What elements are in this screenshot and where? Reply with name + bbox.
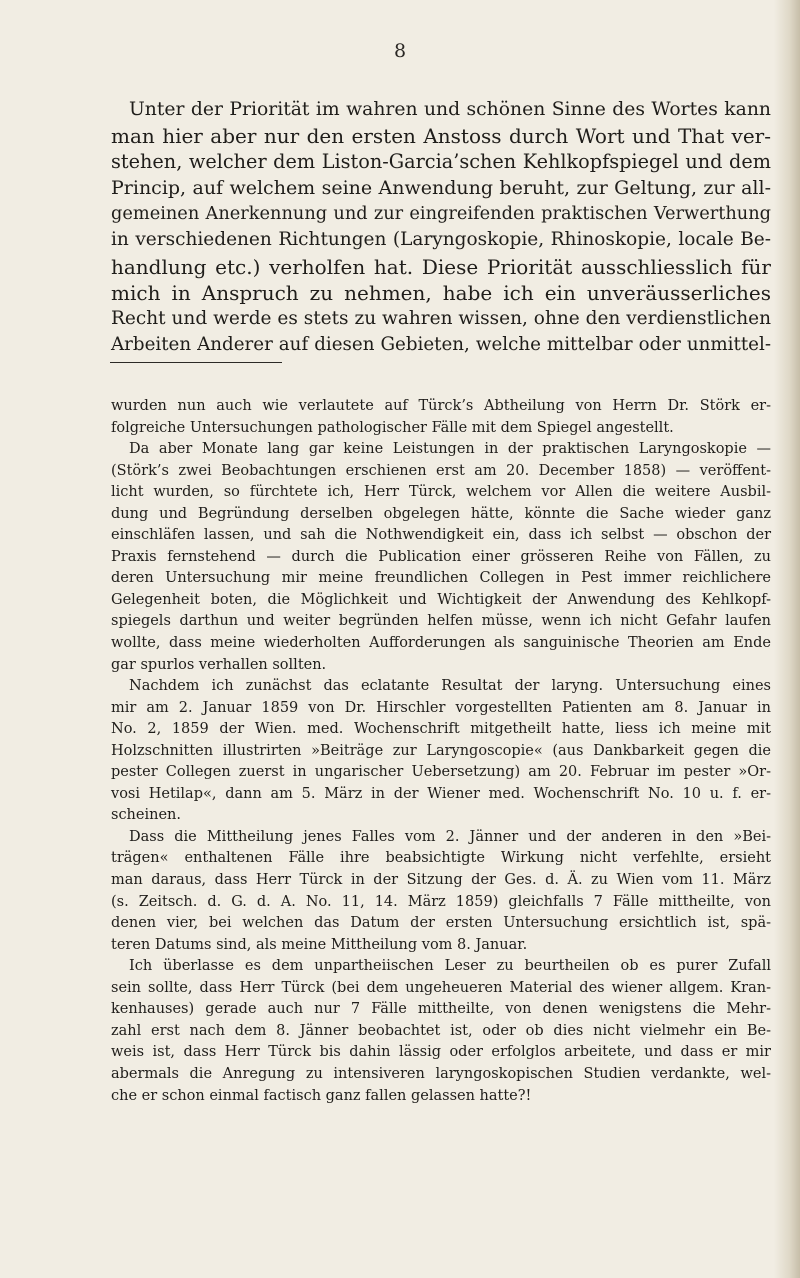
footnote [111,396,771,1107]
footnote-line: Gelegenheit boten, die Möglichkeit und Wichtigkeit der Anwendung des Kehlkopf- [111,591,771,608]
page-edge-shadow [774,0,800,1278]
footnote-line: abermals die Anregung zu intensiveren laryngoskopischen Studien verdankte, wel- [111,1065,771,1082]
main-line: Unter der Priorität im wahren und schönen Sinne des Wortes kann [129,99,771,120]
main-line: in verschiedenen Richtungen (Laryngoskopie, Rhinoskopie, locale Be- [111,229,771,251]
main-line: stehen, welcher dem Liston-Garcia’schen Kehlkopfspiegel und dem [111,150,771,174]
main-line: Arbeiten Anderer auf diesen Gebieten, welche mittelbar oder unmittel- [111,333,771,355]
main-line: man hier aber nur den ersten Anstoss durch Wort und That ver- [111,124,771,149]
footnote-line: pester Collegen zuerst in ungarischer Uebersetzung) am 20. Februar im pester »Or- [111,764,771,781]
footnote-line: folgreiche Untersuchungen pathologischer Fälle mit dem Spiegel angestellt. [111,419,674,436]
footnote-line: mir am 2. Januar 1859 von Dr. Hirschler vorgestellten Patienten am 8. Januar in [111,699,771,716]
footnote-line: Ich überlasse es dem unpartheiischen Leser zu beurtheilen ob es purer Zufall [129,958,771,975]
footnote-line: spiegels darthun und weiter begründen helfen müsse, wenn ich nicht Gefahr laufen [111,613,771,630]
footnote-line: trägen« enthaltenen Fälle ihre beabsichtigte Wirkung nicht verfehlte, ersieht [111,850,771,867]
footnote-line: che er schon einmal factisch ganz fallen gelassen hatte?! [111,1087,532,1104]
footnote-line: dung und Begründung derselben obgelegen hätte, könnte die Sache wieder ganz [111,505,771,522]
footnote-line: Praxis fernstehend — durch die Publication einer grösseren Reihe von Fällen, zu [111,548,771,565]
footnote-line: gar spurlos verhallen sollten. [111,656,327,673]
footnote-line: sein sollte, dass Herr Türck (bei dem ungeheueren Material des wiener allgem. Kran- [111,979,771,996]
footnote-line: weis ist, dass Herr Türck bis dahin lässig oder erfolglos arbeitete, und dass er mir [111,1044,771,1061]
footnote-line: einschläfen lassen, und sah die Nothwendigkeit ein, dass ich selbst — obschon der [111,527,771,544]
footnote-line: vosi Hetilap«, dann am 5. März in der Wiener med. Wochenschrift No. 10 u. f. er- [111,785,771,802]
main-line: mich in Anspruch zu nehmen, habe ich ein unveräusserliches [111,280,771,305]
main-line: Recht und werde es stets zu wahren wissen, ohne den verdienstlichen [111,307,771,329]
page-number: 8 [393,40,407,62]
footnote-line: kenhauses) gerade auch nur 7 Fälle mittheilte, von denen wenigstens die Mehr- [111,1001,771,1018]
footnote-line: wurden nun auch wie verlautete auf Türck’s Abtheilung von Herrn Dr. Störk er- [111,398,771,414]
footnote-line: zahl erst nach dem 8. Jänner beobachtet ist, oder ob dies nicht vielmehr ein Be- [111,1022,771,1039]
footnote-divider [110,362,282,363]
footnote-line: Holzschnitten illustrirten »Beiträge zur Laryngoscopie« (aus Dankbarkeit gegen die [111,742,771,759]
footnote-line: No. 2, 1859 der Wien. med. Wochenschrift mitgetheilt hatte, liess ich meine mit [111,721,771,738]
footnote-line: man daraus, dass Herr Türck in der Sitzung der Ges. d. Ä. zu Wien vom 11. März [111,872,771,889]
footnote-line: (s. Zeitsch. d. G. d. A. No. 11, 14. März 1859) gleichfalls 7 Fälle mittheilte, von [111,893,771,910]
footnote-line: (Störk’s zwei Beobachtungen erschienen erst am 20. December 1858) — veröffent- [111,462,771,479]
main-line: Princip, auf welchem seine Anwendung beruht, zur Geltung, zur all- [111,177,771,200]
footnote-line: deren Untersuchung mir meine freundlichen Collegen in Pest immer reichlichere [111,570,771,587]
footnote-line: denen vier, bei welchen das Datum der ersten Untersuchung ersichtlich ist, spä- [111,915,771,932]
main-line: gemeinen Anerkennung und zur eingreifenden praktischen Verwerthung [111,204,771,225]
footnote-line: licht wurden, so fürchtete ich, Herr Türck, welchem vor Allen die weitere Ausbil- [111,484,771,501]
footnote-line: Da aber Monate lang gar keine Leistungen in der praktischen Laryngoskopie — [129,441,771,458]
main-paragraph [111,97,771,358]
footnote-line: teren Datums sind, als meine Mittheilung vom 8. Januar. [111,936,528,953]
footnote-line: Nachdem ich zunächst das eclatante Resultat der laryng. Untersuchung eines [129,678,771,695]
footnote-line: Dass die Mittheilung jenes Falles vom 2. Jänner und der anderen in den »Bei- [129,828,771,845]
footnote-line: wollte, dass meine wiederholten Aufforderungen als sanguinische Theorien am Ende [111,635,771,652]
footnote-line: scheinen. [111,807,181,824]
main-line: handlung etc.) verholfen hat. Diese Priorität ausschliesslich für [111,254,771,279]
